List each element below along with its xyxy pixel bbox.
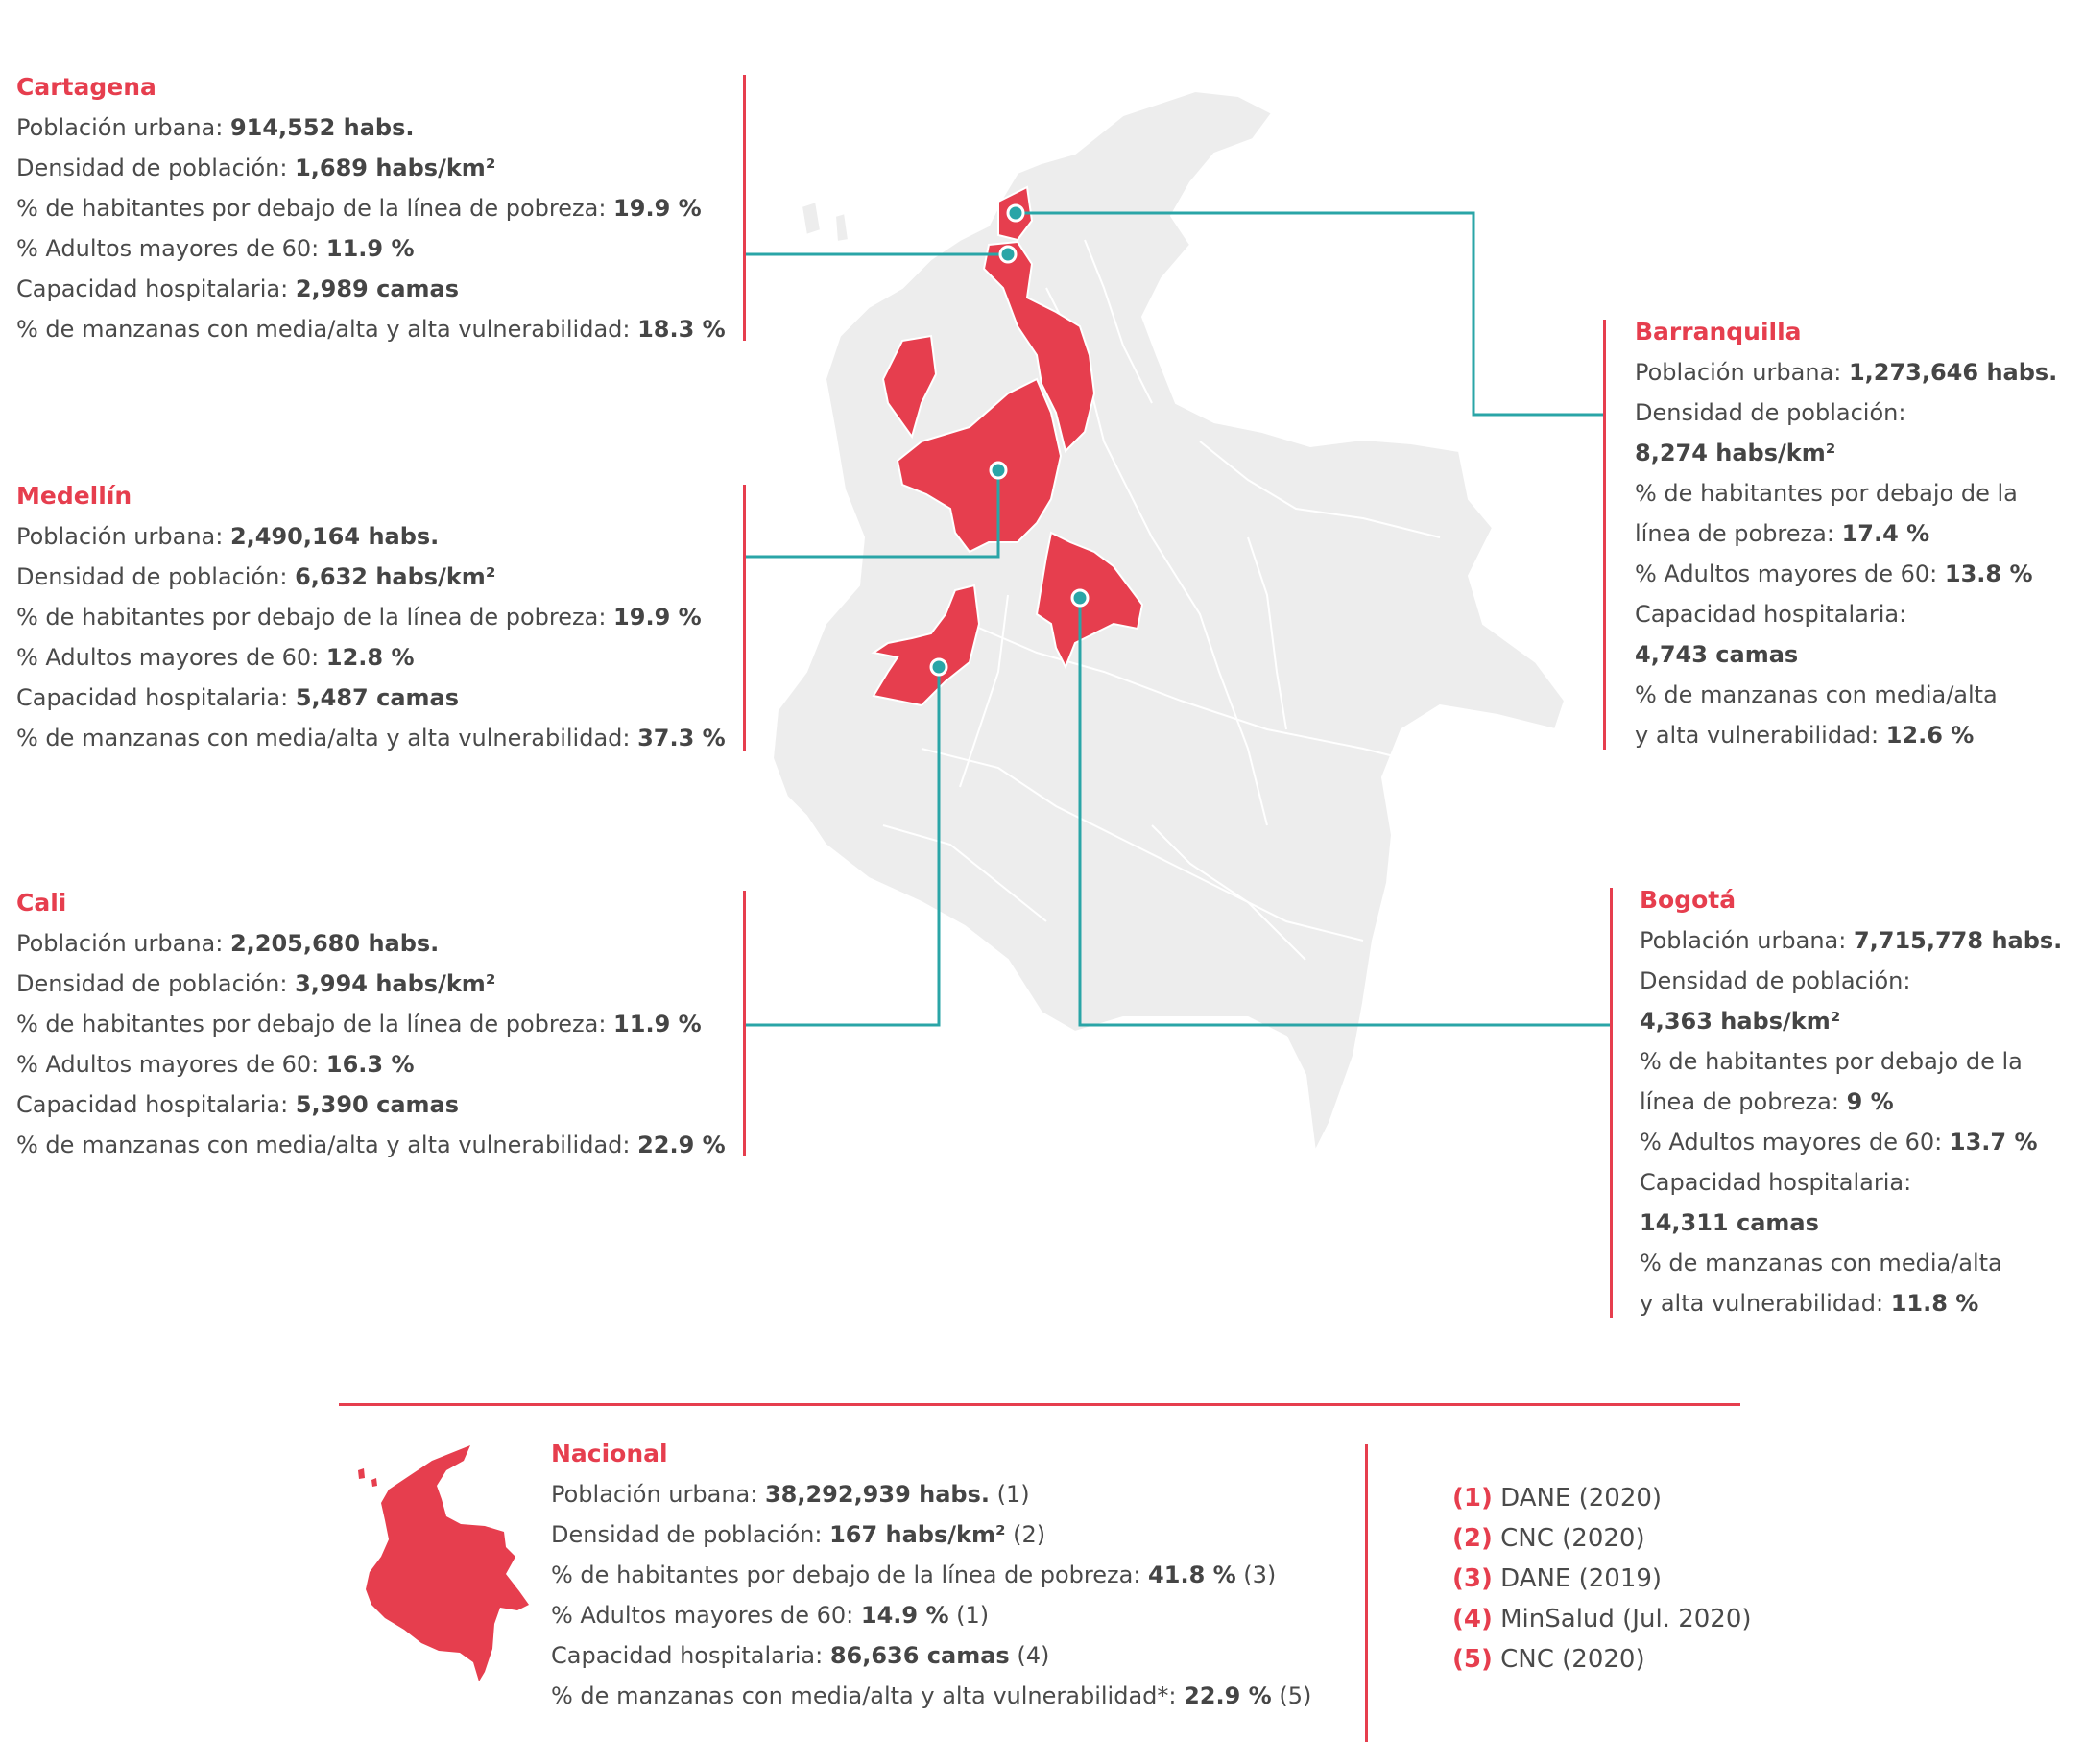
- stat-line: % Adultos mayores de 60: 13.7 %: [1640, 1129, 2038, 1156]
- stat-line: Densidad de población: 167 habs/km² (2): [551, 1521, 1046, 1548]
- colombia-outline: [773, 91, 1565, 1152]
- stat-line: % de habitantes por debajo de la línea de pobreza: 19.9 %: [16, 604, 702, 631]
- medellin-title: Medellín: [16, 482, 132, 510]
- colombia-thumbnail: [350, 1440, 533, 1689]
- nacional-title: Nacional: [551, 1440, 668, 1467]
- stat-line: % de habitantes por debajo de la línea de pobreza: 19.9 %: [16, 195, 702, 222]
- cartagena-title: Cartagena: [16, 73, 156, 101]
- stat-line: % de manzanas con media/alta: [1635, 681, 1998, 708]
- stat-line: Capacidad hospitalaria:: [1640, 1169, 1912, 1196]
- stat-line: Capacidad hospitalaria: 86,636 camas (4): [551, 1642, 1050, 1669]
- stat-line: % de habitantes por debajo de la línea de pobreza: 11.9 %: [16, 1011, 702, 1037]
- stat-line: 8,274 habs/km²: [1635, 440, 1836, 466]
- barranquilla-panel: [1635, 312, 2057, 755]
- cali-marker: [931, 659, 946, 675]
- stat-line: % de habitantes por debajo de la: [1635, 480, 2018, 507]
- source-item: (5) CNC (2020): [1452, 1645, 1645, 1674]
- stat-line: % de manzanas con media/alta y alta vulnerabilidad*: 22.9 % (5): [551, 1682, 1312, 1709]
- bogota-title: Bogotá: [1640, 886, 1737, 914]
- stat-line: Capacidad hospitalaria: 5,487 camas: [16, 684, 460, 711]
- stat-line: % de manzanas con media/alta y alta vulnerabilidad: 37.3 %: [16, 725, 726, 751]
- barranquilla-bar: [1603, 320, 1606, 750]
- stat-line: y alta vulnerabilidad: 11.8 %: [1640, 1290, 1979, 1317]
- stat-line: Densidad de población:: [1635, 399, 1906, 426]
- stat-line: % de manzanas con media/alta y alta vulnerabilidad: 18.3 %: [16, 316, 726, 343]
- stat-line: 4,743 camas: [1635, 641, 1799, 668]
- stat-line: y alta vulnerabilidad: 12.6 %: [1635, 722, 1975, 749]
- nacional-panel: [551, 1434, 1311, 1716]
- cali-title: Cali: [16, 889, 67, 917]
- san-andres-islet: [802, 202, 821, 235]
- stat-line: Densidad de población: 6,632 habs/km²: [16, 563, 496, 590]
- medellin-marker: [991, 463, 1006, 478]
- cartagena-bar: [743, 75, 746, 341]
- stat-line: Capacidad hospitalaria: 2,989 camas: [16, 275, 460, 302]
- stat-line: % de manzanas con media/alta: [1640, 1250, 2002, 1276]
- stat-line: % Adultos mayores de 60: 14.9 % (1): [551, 1602, 990, 1629]
- stat-line: Densidad de población: 3,994 habs/km²: [16, 970, 496, 997]
- bogota-marker: [1072, 590, 1088, 606]
- thumbnail-islet: [358, 1468, 365, 1479]
- stat-line: Capacidad hospitalaria:: [1635, 601, 1907, 628]
- stat-line: Población urbana: 1,273,646 habs.: [1635, 359, 2058, 386]
- stat-line: % Adultos mayores de 60: 11.9 %: [16, 235, 415, 262]
- stat-line: línea de pobreza: 9 %: [1640, 1088, 1894, 1115]
- bogota-panel: [1640, 880, 2062, 1323]
- section-divider: [339, 1403, 1740, 1406]
- stat-line: 14,311 camas: [1640, 1209, 1819, 1236]
- source-item: (4) MinSalud (Jul. 2020): [1452, 1605, 1752, 1633]
- stat-line: % de manzanas con media/alta y alta vulnerabilidad: 22.9 %: [16, 1132, 726, 1158]
- stat-line: Población urbana: 38,292,939 habs. (1): [551, 1481, 1030, 1508]
- sources-list: [1452, 1478, 1752, 1680]
- stat-line: 4,363 habs/km²: [1640, 1008, 1841, 1035]
- stat-line: % Adultos mayores de 60: 16.3 %: [16, 1051, 415, 1078]
- providencia-islet: [835, 213, 849, 242]
- stat-line: Población urbana: 2,205,680 habs.: [16, 930, 440, 957]
- stat-line: % de habitantes por debajo de la: [1640, 1048, 2023, 1075]
- cali-bar: [743, 891, 746, 1156]
- country-shape: [773, 91, 1565, 1152]
- thumbnail-country-shape: [366, 1445, 529, 1681]
- stat-line: % Adultos mayores de 60: 12.8 %: [16, 644, 415, 671]
- stat-line: % Adultos mayores de 60: 13.8 %: [1635, 560, 2033, 587]
- source-item: (3) DANE (2019): [1452, 1564, 1663, 1593]
- cartagena-panel: [16, 67, 726, 349]
- thumbnail-islet: [371, 1478, 377, 1487]
- stat-line: línea de pobreza: 17.4 %: [1635, 520, 1930, 547]
- medellin-panel: [16, 476, 726, 758]
- stat-line: Densidad de población: 1,689 habs/km²: [16, 155, 496, 181]
- bogota-bar: [1610, 888, 1613, 1318]
- cali-panel: [16, 883, 726, 1165]
- sources-divider: [1365, 1444, 1368, 1742]
- source-item: (1) DANE (2020): [1452, 1484, 1663, 1513]
- barranquilla-title: Barranquilla: [1635, 318, 1802, 346]
- barranquilla-marker: [1008, 205, 1023, 221]
- medellin-bar: [743, 485, 746, 751]
- source-item: (2) CNC (2020): [1452, 1524, 1645, 1553]
- stat-line: Población urbana: 7,715,778 habs.: [1640, 927, 2063, 954]
- cartagena-marker: [1000, 247, 1016, 262]
- stat-line: Densidad de población:: [1640, 967, 1911, 994]
- stat-line: Capacidad hospitalaria: 5,390 camas: [16, 1091, 460, 1118]
- stat-line: Población urbana: 2,490,164 habs.: [16, 523, 440, 550]
- stat-line: Población urbana: 914,552 habs.: [16, 114, 415, 141]
- stat-line: % de habitantes por debajo de la línea de pobreza: 41.8 % (3): [551, 1561, 1277, 1588]
